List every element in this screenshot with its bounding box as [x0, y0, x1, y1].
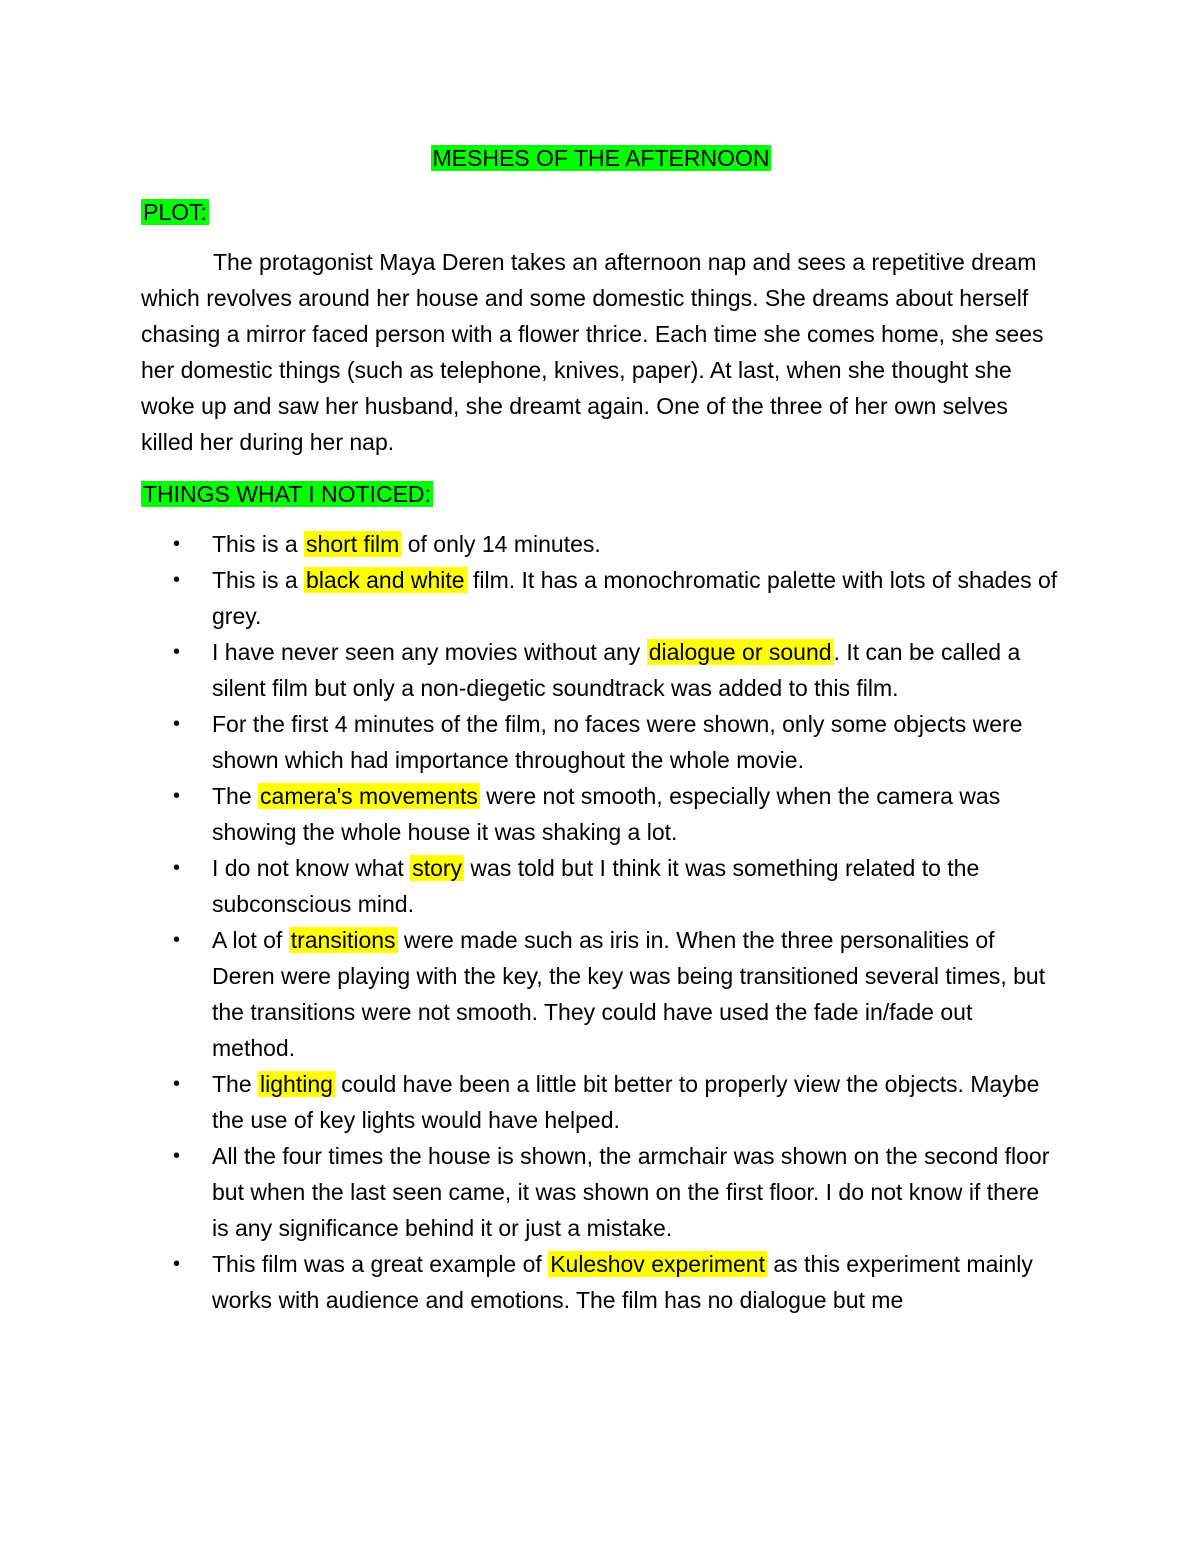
note-text: of only 14 minutes.: [401, 531, 601, 557]
document-title: MESHES OF THE AFTERNOON: [432, 145, 770, 171]
note-item: [141, 526, 1061, 562]
note-item: [141, 850, 1061, 922]
note-text: This is a: [212, 531, 305, 557]
note-item: [141, 562, 1061, 634]
note-highlight: black and white: [306, 567, 465, 593]
note-text: A lot of: [212, 927, 289, 953]
note-text: The: [212, 783, 259, 809]
note-item: [141, 1066, 1061, 1138]
bullet-icon: •: [173, 929, 181, 951]
note-highlight: camera's movements: [260, 783, 478, 809]
document-body: [141, 140, 1061, 1318]
plot-heading: PLOT:: [143, 199, 207, 225]
note-text: All the four times the house is shown, the armchair was shown on the second floor but when the last seen came, it was shown on the first floor. I do not know if there is any significance behind it or just a mistake.: [212, 1143, 1050, 1241]
note-text: film. It has a monochromatic palette with lots of shades of grey.: [212, 567, 1058, 629]
title-row: [141, 140, 1061, 176]
note-text: I have never seen any movies without any: [212, 639, 647, 665]
note-item: [141, 634, 1061, 706]
notes-heading: THINGS WHAT I NOTICED:: [143, 481, 431, 507]
bullet-icon: •: [173, 1073, 181, 1095]
note-highlight: dialogue or sound: [648, 639, 832, 665]
note-text: . It can be called a silent film but only a non-diegetic soundtrack was added to this film.: [212, 639, 1021, 701]
bullet-icon: •: [173, 785, 181, 807]
bullet-icon: •: [173, 569, 181, 591]
bullet-icon: •: [173, 1145, 181, 1167]
note-text: For the first 4 minutes of the film, no faces were shown, only some objects were shown which had importance throughout the whole movie.: [212, 711, 1023, 773]
note-text: as this experiment mainly works with audience and emotions. The film has no dialogue but me: [212, 1251, 1033, 1313]
note-text: was told but I think it was something related to the subconscious mind.: [212, 855, 980, 917]
note-highlight: story: [412, 855, 463, 881]
plot-paragraph: The protagonist Maya Deren takes an afternoon nap and sees a repetitive dream which revolves around her house and some domestic things. She dreams about herself chasing a mirror faced person with a flower thrice. Each time she comes home, she sees her domestic things (such as telephone, knives, paper). At last, when she thought she woke up and saw her husband, she dreamt again. One of the three of her own selves killed her during her nap.: [141, 249, 1044, 455]
note-text: This film was a great example of: [212, 1251, 549, 1277]
note-highlight: short film: [306, 531, 400, 557]
plot-heading-row: [141, 194, 1061, 230]
note-highlight: lighting: [260, 1071, 333, 1097]
note-text: were made such as iris in. When the three personalities of Deren were playing with the key, the key was being transitioned several times, but the transitions were not smooth. They could have used the fade in/fade out method.: [212, 927, 1046, 1061]
note-item: [141, 778, 1061, 850]
notes-list: [141, 526, 1061, 1318]
bullet-icon: •: [173, 857, 181, 879]
note-item: [141, 706, 1061, 778]
note-item: [141, 1138, 1061, 1246]
note-item: [141, 1246, 1061, 1318]
note-text: were not smooth, especially when the camera was showing the whole house it was shaking a lot.: [212, 783, 1001, 845]
note-item: [141, 922, 1061, 1066]
note-text: The: [212, 1071, 259, 1097]
bullet-icon: •: [173, 533, 181, 555]
bullet-icon: •: [173, 1253, 181, 1275]
note-text: I do not know what: [212, 855, 411, 881]
note-text: This is a: [212, 567, 305, 593]
notes-heading-row: [141, 476, 1061, 512]
note-highlight: Kuleshov experiment: [550, 1251, 765, 1277]
bullet-icon: •: [173, 713, 181, 735]
note-highlight: transitions: [290, 927, 396, 953]
note-text: could have been a little bit better to properly view the objects. Maybe the use of key lights would have helped.: [212, 1071, 1040, 1133]
bullet-icon: •: [173, 641, 181, 663]
